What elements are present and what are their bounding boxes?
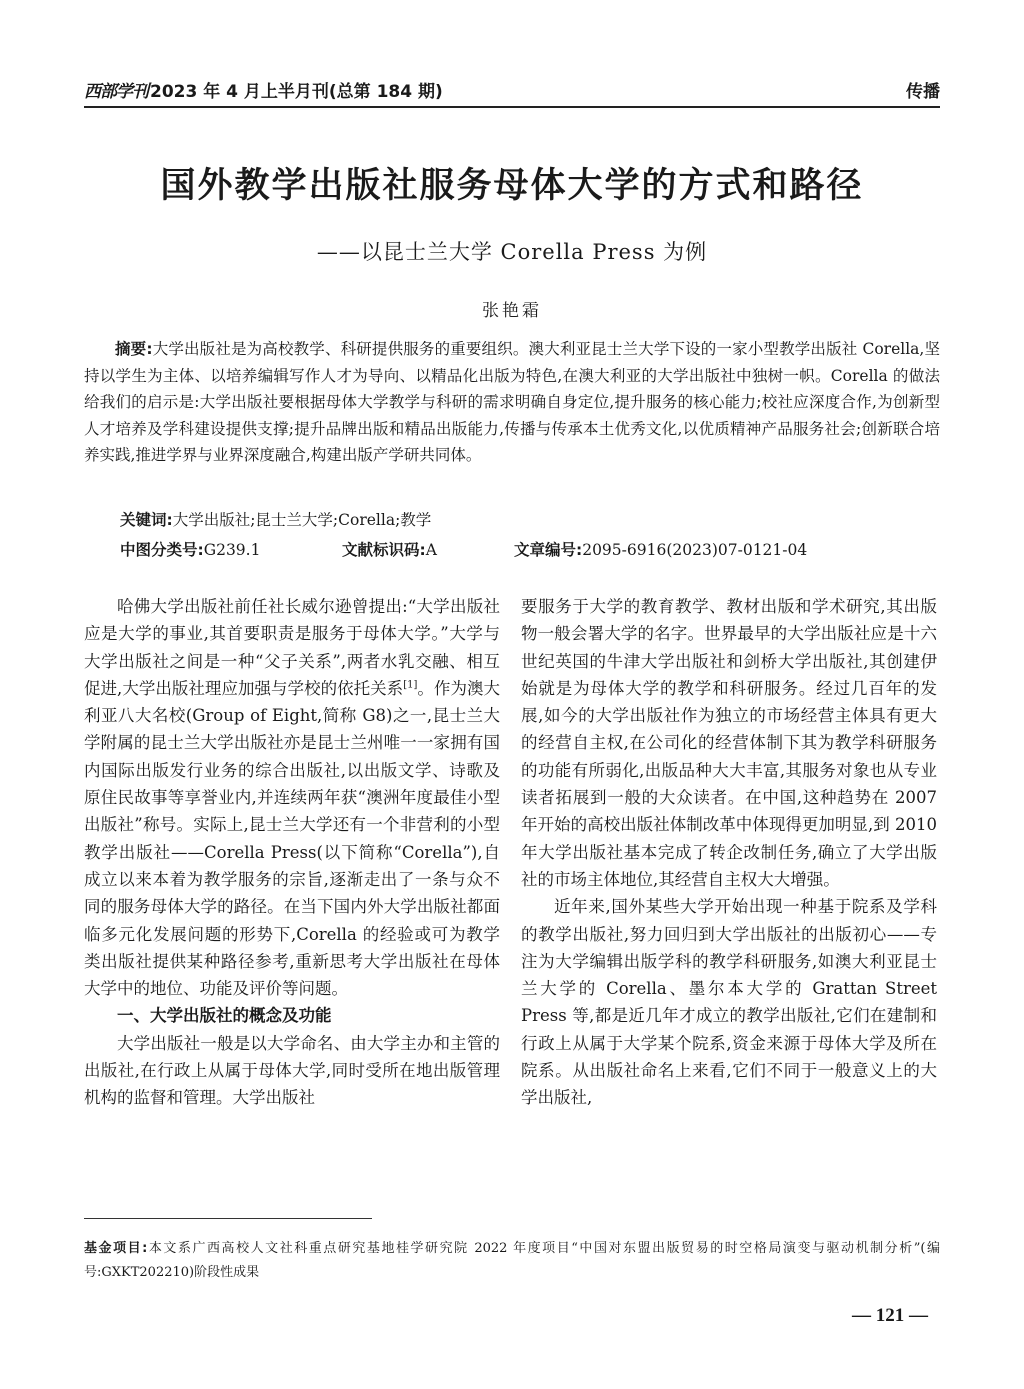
body-paragraph-continued: 要服务于大学的教育教学、教材出版和学术研究,其出版物一般会署大学的名字。世界最早的大学出版社应是十六世纪英国的牛津大学出版社和剑桥大学出版社,其创建伊始就是为母体大学的教学和科研服务。经过几百年的发展,如今的大学出版社作为独立的市场经营主体具有更大的经营自主权,在公司化的经营体制下其为教学科研服务的功能有所弱化,出版品种大大丰富,其服务对象也从专业读者拓展到一般的大众读者。在中国,这种趋势在 2007 年开始的高校出版社体制改革中体现得更加明显,到 2010 年大学出版社基本完成了转企改制任务,确立了大学出版社的市场主体地位,其经营自主权大大增强。 <box>521 597 937 889</box>
keywords-text: 大学出版社;昆士兰大学;Corella;教学 <box>172 511 432 529</box>
body-text: 。作为澳大利亚八大名校(Group of Eight,简称 G8)之一,昆士兰大学附属的昆士兰大学出版社亦是昆士兰州唯一一家拥有国内国际出版发行业务的综合出版社,以出版文学、诗歌及原住民故事等享誉业内,并连续两年获“澳洲年度最佳小型出版社”称号。实际上,昆士兰大学还有一个非营利的小型教学出版社——Corella Press(以下简称“Corella”),自成立以来本着为教学服务的宗旨,逐渐走出了一条与众不同的服务母体大学的路径。在当下国内外大学出版社都面临多元化发展问题的形势下,Corella 的经验或可为教学类出版社提供某种路径参考,重新思考大学出版社在母体大学中的地位、功能及评价等问题。 <box>84 678 501 999</box>
clc-label: 中图分类号: <box>120 541 204 559</box>
footnote-text: 本文系广西高校人文社科重点研究基地桂学研究院 2022 年度项目“中国对东盟出版贸易的时空格局演变与驱动机制分析”(编号:GXKT202210)阶段性成果 <box>84 1241 940 1280</box>
keywords <box>120 508 431 530</box>
classification-line <box>120 538 940 560</box>
journal-issue: 2023 年 4 月上半月刊(总第 184 期) <box>150 82 443 102</box>
body-column-right <box>521 593 937 1112</box>
clc-number <box>120 538 342 560</box>
journal-logo: 西部学刊 <box>84 82 148 102</box>
article-title: 国外教学出版社服务母体大学的方式和路径 <box>160 166 864 206</box>
doc-code-value: A <box>425 541 437 559</box>
page-number: — 121 — <box>852 1305 928 1326</box>
body-text: 哈佛大学出版社前任社长威尔逊曾提出:“大学出版社应是大学的事业,其首要职责是服务于母体大学。”大学与大学出版社之间是一种“父子关系”,两者水乳交融、相互促进,大学出版社理应加强与学校的依托关系 <box>84 597 500 698</box>
abstract-label: 摘要: <box>115 340 153 358</box>
section-heading: 一、大学出版社的概念及功能 <box>117 1006 332 1026</box>
body-column-left <box>84 593 500 1112</box>
article-number-value: 2095-6916(2023)07-0121-04 <box>582 541 808 559</box>
body-paragraph: 近年来,国外某些大学开始出现一种基于院系及学科的教学出版社,努力回归到大学出版社的出版初心——专注为大学编辑出版学科的教学科研服务,如澳大利亚昆士兰大学的 Corella、墨尔本大学的 Grattan Street Press 等,都是近几年才成立的教学出版社,它们在建制和行政上从属于大学某个院系,资金来源于母体大学及所在院系。从出版社命名上来看,它们不同于一般意义上的大学出版社, <box>521 897 937 1108</box>
footnote-divider <box>84 1218 372 1219</box>
article-number-label: 文章编号: <box>514 541 583 559</box>
footnote <box>84 1237 940 1285</box>
keywords-label: 关键词: <box>120 511 173 529</box>
footnote-label: 基金项目: <box>84 1241 148 1256</box>
abstract-text: 大学出版社是为高校教学、科研提供服务的重要组织。澳大利亚昆士兰大学下设的一家小型教学出版社 Corella,坚持以学生为主体、以培养编辑写作人才为导向、以精品化出版为特色,在澳大利亚的大学出版社中独树一帜。Corella 的做法给我们的启示是:大学出版社要根据母体大学教学与科研的需求明确自身定位,提升服务的核心能力;校社应深度合作,为创新型人才培养及学科建设提供支撑;提升品牌出版和精品出版能力,传播与传承本土优秀文化,以优质精神产品服务社会;创新联合培养实践,推进学界与业界深度融合,构建出版产学研共同体。 <box>84 340 940 464</box>
clc-value: G239.1 <box>203 541 261 559</box>
body-paragraph <box>84 593 500 1002</box>
doc-code-label: 文献标识码: <box>342 541 426 559</box>
citation-ref: [1] <box>403 679 418 691</box>
section-name: 传播 <box>906 82 940 102</box>
document-code <box>342 538 514 560</box>
article-subtitle: ——以昆士兰大学 Corella Press 为例 <box>316 240 708 264</box>
body-paragraph: 大学出版社一般是以大学命名、由大学主办和主管的出版社,在行政上从属于母体大学,同时受所在地出版管理机构的监督和管理。大学出版社 <box>84 1033 500 1108</box>
running-header <box>84 66 940 108</box>
abstract <box>84 336 940 469</box>
journal-info <box>84 77 443 102</box>
author-name: 张艳霜 <box>482 301 542 321</box>
article-number <box>514 538 807 560</box>
